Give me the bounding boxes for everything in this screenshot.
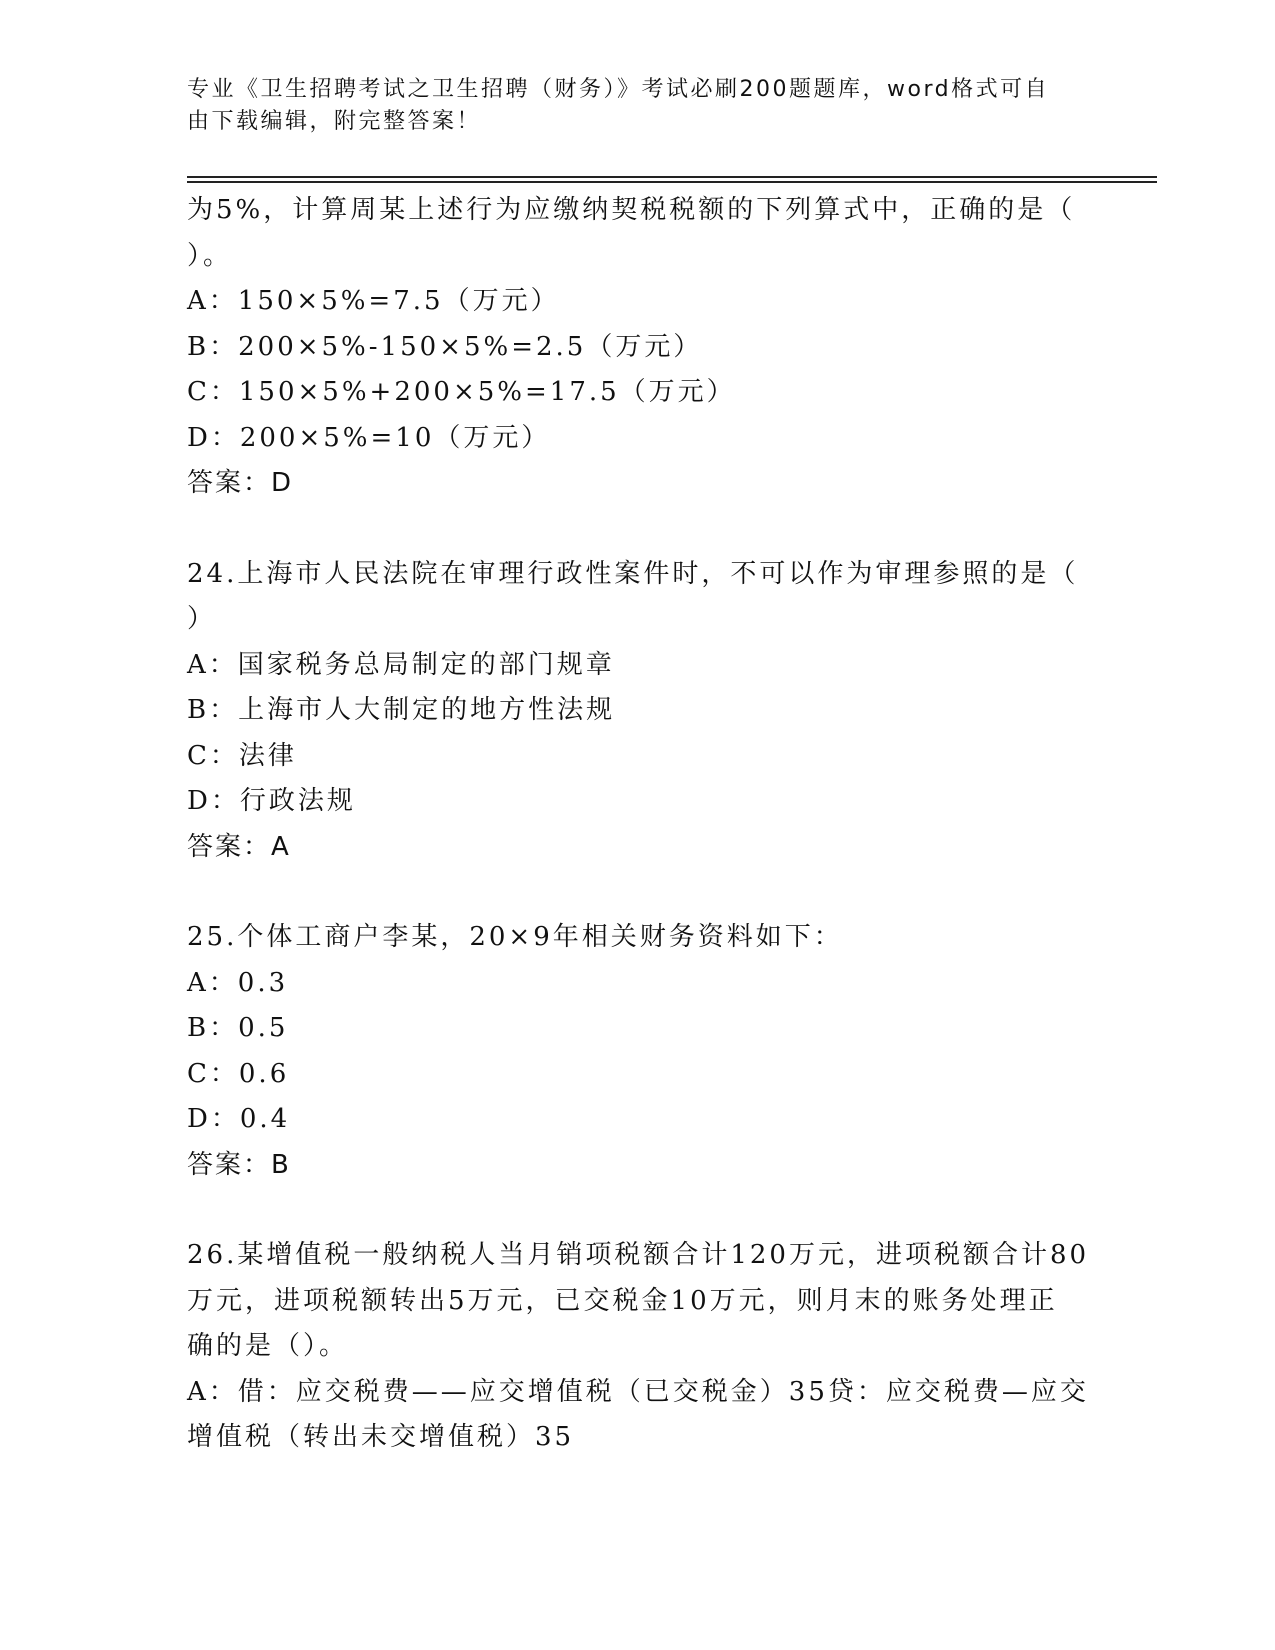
header-divider-top xyxy=(187,176,1157,178)
option-b: B：200×5%-150×5%=2.5（万元） xyxy=(187,331,703,362)
question-26 xyxy=(187,1233,1090,1461)
question-stem: 为5%，计算周某上述行为应缴纳契税税额的下列算式中，正确的是（ xyxy=(187,195,1076,225)
question-stem: 25.个体工商户李某，20×9年相关财务资料如下： xyxy=(187,922,843,952)
option-c: C：法律 xyxy=(187,740,297,771)
question-25 xyxy=(187,915,1087,1188)
option-c: C：150×5%+200×5%=17.5（万元） xyxy=(187,377,736,407)
option-a: A：150×5%=7.5（万元） xyxy=(187,286,560,316)
question-24 xyxy=(187,552,1087,871)
option-a: A：0.3 xyxy=(187,967,289,998)
question-stem: 确的是（）。 xyxy=(187,1331,349,1361)
answer: 答案：D xyxy=(187,468,294,498)
question-list xyxy=(187,188,1090,1461)
spacer xyxy=(187,870,1087,915)
option-d: D：行政法规 xyxy=(187,786,356,816)
answer: 答案：A xyxy=(187,831,291,862)
option-b: B：0.5 xyxy=(187,1013,289,1043)
header-divider-bottom xyxy=(187,181,1157,183)
question-stem: 24.上海市人民法院在审理行政性案件时，不可以作为审理参照的是（ xyxy=(187,558,1079,589)
option-b: B：上海市人大制定的地方性法规 xyxy=(187,695,616,725)
option-a: A：国家税务总局制定的部门规章 xyxy=(187,649,615,680)
spacer xyxy=(187,507,1087,552)
option-d: D：200×5%=10（万元） xyxy=(187,422,551,453)
option-a: A：借：应交税费——应交增值税（已交税金）35贷：应交税费—应交 xyxy=(187,1376,1089,1407)
header-line-1: 专业《卫生招聘考试之卫生招聘（财务）》考试必刷200题题库，word格式可自 xyxy=(187,77,1050,102)
option-a: 增值税（转出未交增值税）35 xyxy=(187,1422,575,1452)
question-stem: 26.某增值税一般纳税人当月销项税额合计120万元，进项税额合计80 xyxy=(187,1240,1090,1270)
question-stem: ） xyxy=(187,604,217,634)
document-header xyxy=(187,74,1067,138)
header-line-2: 由下载编辑，附完整答案！ xyxy=(187,109,482,134)
answer: 答案：B xyxy=(187,1149,291,1180)
option-d: D：0.4 xyxy=(187,1104,291,1134)
option-c: C：0.6 xyxy=(187,1058,290,1089)
spacer xyxy=(187,1188,1087,1233)
question-stem: 万元，进项税额转出5万元，已交税金10万元，则月末的账务处理正 xyxy=(187,1285,1058,1316)
question-stem: ）。 xyxy=(187,240,233,271)
question-23 xyxy=(187,188,1087,507)
